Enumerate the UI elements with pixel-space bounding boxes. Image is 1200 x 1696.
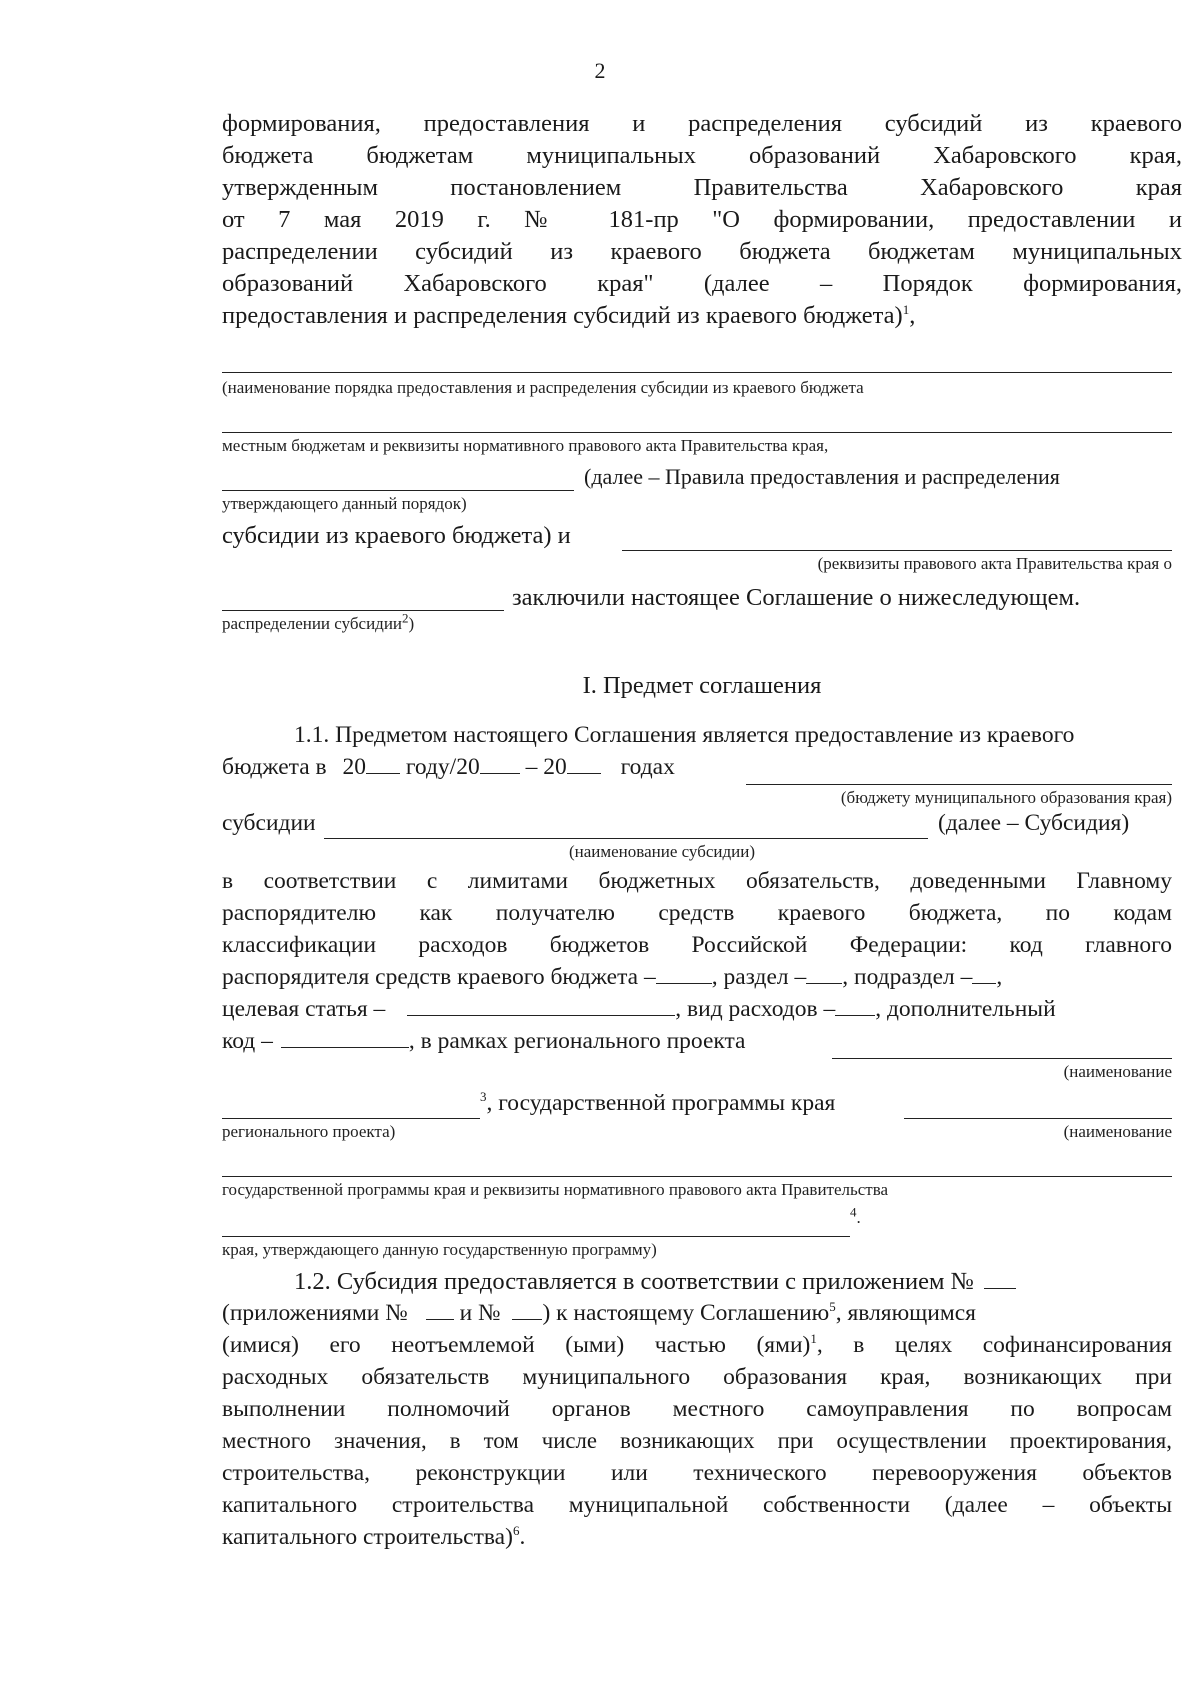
intro-last-text: предоставления и распределения субсидий из краевого бюджета) [222,302,903,329]
caption-gp-2: края, утверждающего данную государственную программу) [222,1240,657,1259]
intro-line-5: распределении субсидий из краевого бюджета бюджетам муниципальных [222,238,1182,265]
p12-line-5: выполнении полномочий органов местного самоуправления по вопросам [222,1396,1172,1422]
p11-year-line [222,754,675,781]
year-blank [567,772,601,774]
footnote-ref-6: 6 [512,1523,520,1539]
caption-subsidy: (наименование субсидии) [568,842,756,861]
p12-last-text: капитального строительства) [222,1524,513,1550]
intro-line-2: бюджета бюджетам муниципальных образований Хабаровского края, [222,142,1182,169]
footnote-ref-3: 3 [480,1089,487,1105]
codes-1a: распорядителя средств краевого бюджета – [222,964,656,990]
code-blank [656,982,712,984]
p12-line-6: местного значения, в том числе возникающих при осуществлении проектирования, [222,1428,1172,1453]
codes-1b: , раздел – [711,964,807,990]
footnote-ref-1: 1 [902,301,910,317]
footnote-ref-4: 4 [850,1204,857,1220]
year-start: 20 [342,754,366,780]
blank-rule [832,1058,1172,1059]
subsidy-word: субсидии [222,810,316,836]
appendix-blank [512,1318,542,1320]
codes-line-2 [222,996,1056,1023]
code-blank [407,1014,675,1016]
subsidy-after: (далее – Субсидия) [938,810,1130,836]
intro-line-3: утвержденным постановлением Правительства Хабаровского края [222,174,1182,201]
p11-line-1: 1.1. Предметом настоящего Соглашения является предоставление из краевого [294,722,1075,748]
p12-line-2d: , являющимся [835,1300,976,1326]
year-prefix: бюджета в [222,754,327,780]
year-blank [366,772,400,774]
caption-name-2: (наименование [1063,1122,1172,1141]
caption-name-1: (наименование [1063,1062,1172,1081]
section-title: I. Предмет соглашения [582,672,822,699]
appendix-blank [426,1318,454,1320]
p12-line-2a: (приложениями № [222,1300,408,1326]
code-blank [972,982,996,984]
year-dash: – 20 [525,754,567,780]
p12-line-8: капитального строительства муниципальной собственности (далее – объекты [222,1492,1172,1518]
codes-2b: , вид расходов – [675,996,836,1022]
footnote-ref-1b: 1 [810,1331,817,1347]
blank-rule [222,490,574,491]
year-mid: году/20 [405,754,480,780]
intro-line-1: формирования, предоставления и распределения субсидий из краевого [222,110,1182,137]
caption-gp: государственной программы края и реквизиты нормативного правового акта Правительства [222,1180,889,1199]
year-suffix: годах [620,754,675,780]
blank-rule [222,1176,1172,1177]
codes-2c: , дополнительный [875,996,1056,1022]
p12-line-3 [222,1332,1172,1359]
p12-line-2 [222,1300,976,1327]
caption-act-1: (реквизиты правового акта Правительства края о [817,554,1172,573]
caption-act-2-tail: ) [408,614,415,633]
p12-line-1 [294,1268,1016,1296]
p11-line-3: в соответствии с лимитами бюджетных обязательств, доведенными Главному [222,868,1172,894]
page-number: 2 [594,58,606,83]
appendix-blank [984,1287,1016,1289]
year-blank [480,772,520,774]
blank-rule [222,432,1172,433]
p11-line-4: распорядителю как получателю средств краевого бюджета, по кодам [222,900,1172,926]
codes-line-3 [222,1028,745,1055]
intro-line-6: образований Хабаровского края" (далее – Порядок формирования, [222,270,1182,297]
footnote-ref-5: 5 [829,1299,836,1315]
gp-text: , государственной программы края [486,1090,836,1116]
caption-act-2 [222,610,415,634]
footnote-4 [850,1204,861,1228]
caption-regproj: регионального проекта) [222,1122,396,1141]
p12-last-tail: . [519,1524,526,1550]
blank-rule [222,1118,480,1119]
footnote-4-tail: . [856,1208,861,1227]
code-blank [281,1046,409,1048]
footnote-ref-2: 2 [402,610,409,626]
blank-rule [324,838,928,839]
gp-line [480,1090,835,1117]
codes-1d: , [996,964,1003,990]
caption-act-2-text: распределении субсидии [222,614,403,633]
blank-rule [222,1236,850,1237]
p12-line-9 [222,1524,525,1551]
codes-1c: , подраздел – [842,964,973,990]
code-blank [806,982,842,984]
p12-line-2b: и № [459,1300,501,1326]
p12-line-4: расходных обязательств муниципального образования края, возникающих при [222,1364,1172,1390]
intro-last-tail: , [909,302,916,329]
caption-rules-2: местным бюджетам и реквизиты нормативного правового акта Правительства края, [222,436,829,455]
codes-3a: код – [222,1028,273,1054]
p12-line-7: строительства, реконструкции или технического перевооружения объектов [222,1460,1172,1486]
caption-budget: (бюджету муниципального образования края) [840,788,1172,807]
blank-rule [222,610,504,611]
blank-rule [904,1118,1172,1119]
caption-rules-3: утверждающего данный порядок) [222,494,467,513]
p12-line-3a: (имися) его неотъемлемой (ыми) частью (ями) [222,1332,811,1358]
p12-line-2c: ) к настоящему Соглашению [542,1300,830,1326]
blank-rule [746,784,1172,785]
p11-line-5: классификации расходов бюджетов Российской Федерации: код главного [222,932,1172,958]
blank-rule [222,372,1172,373]
codes-2a: целевая статья – [222,996,386,1022]
p12-line-1-text: 1.2. Субсидия предоставляется в соответствии с приложением № [294,1268,975,1295]
intro-line-7 [222,302,1182,330]
subsidy-line: субсидии из краевого бюджета) и [222,522,571,549]
code-blank [835,1014,875,1016]
p12-line-3b: , в целях софинансирования [816,1332,1172,1358]
caption-rules-1: (наименование порядка предоставления и распределения субсидии из краевого бюджета [222,378,864,397]
codes-3b: , в рамках регионального проекта [408,1028,746,1054]
codes-line-1 [222,964,1002,991]
intro-line-4: от 7 мая 2019 г. № 181-пр "О формировании, предоставлении и [222,206,1182,233]
blank-rule [622,550,1172,551]
rules-text: (далее – Правила предоставления и распределения [584,464,1060,489]
concluded-text: заключили настоящее Соглашение о нижеследующем. [512,584,1081,611]
